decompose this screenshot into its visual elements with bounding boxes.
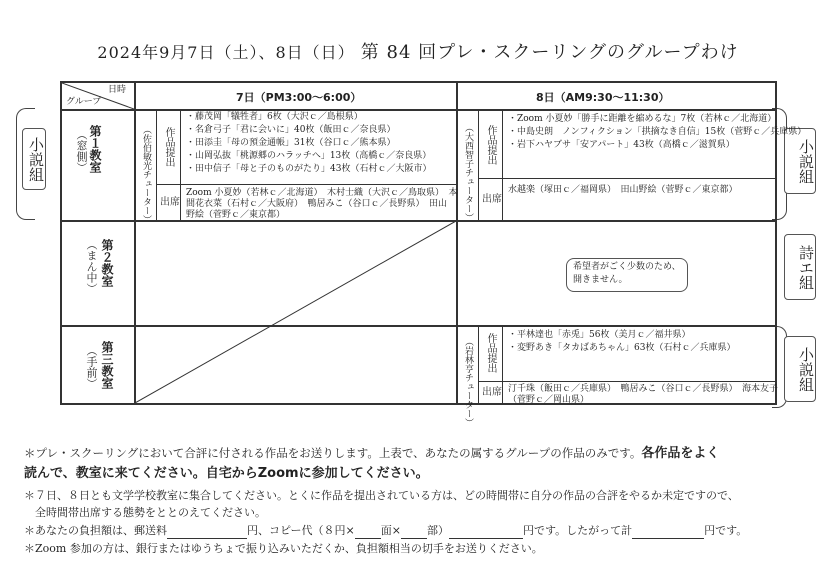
- footer-line-3: ＊７日、８日とも文学学校教室に集合してください。とくに作品を提出されている方は、どの時間帯に自分の作品の合評をやるか未定ですので、: [24, 489, 739, 502]
- d7-room1-attend-label: 出席: [160, 197, 180, 208]
- list-item: ・中島史朗 ノンフィクション「拱摘なき自信」15枚（菅野ｃ／兵庫県）: [508, 127, 807, 137]
- d8-r3-attend-divider: [478, 381, 775, 382]
- d8-room3-tutor: （岩林亨チューター）: [463, 337, 473, 427]
- d8-room3-works-label: 作品提出: [485, 333, 496, 373]
- right-group-label-1: 小説組: [784, 128, 816, 194]
- room1-name: 第１教室: [88, 125, 102, 173]
- footer-line1-text: ＊プレ・スクーリングにおいて合評に付される作品をお送りします。上表で、あなたの属するグループの作品のみです。: [24, 446, 642, 460]
- footer-line1-bold: 各作品をよく: [641, 446, 720, 461]
- list-item: ・平林達也「赤兎」56枚（美月ｃ／福井県）: [508, 330, 691, 340]
- cost-text-b: 円、コピー代（８円×: [247, 524, 355, 537]
- cost-text-d: 部）: [427, 524, 449, 537]
- cost-text-c: 面×: [380, 524, 401, 537]
- list-item: ・山岡弘抜「桃源郷のハラッチへ」13枚（高橋ｃ／奈良県）: [186, 151, 432, 161]
- right-group-label-2: 詩エ組: [784, 234, 816, 300]
- total-blank: [632, 526, 704, 539]
- d8-r3-label-divider: [502, 325, 503, 403]
- day7-header: 7日（PM3:00～6:00）: [236, 91, 362, 104]
- d8-room1-attend-label: 出席: [482, 194, 502, 205]
- note-line: 希望者がごく少数のため、: [573, 262, 681, 272]
- list-item: ・田添圭「母の預金通帳」31枚（谷口ｃ／熊本県）: [186, 138, 396, 148]
- list-item: ・藤茂岡「犠牲者」6枚（大沢ｃ／島根県）: [186, 112, 363, 122]
- cost-text-a: ＊あなたの負担額は、郵送料: [24, 524, 167, 537]
- list-item: （菅野ｃ／岡山県）: [508, 395, 590, 405]
- day-col-divider: [456, 83, 458, 403]
- list-item: Zoom 小夏妙（若林ｃ／北海道） 木村士織（大沢ｃ／鳥取県） 本: [186, 188, 458, 198]
- d7-room1-works-label: 作品提出: [163, 127, 174, 167]
- d8-label-divider: [502, 109, 503, 220]
- list-item: ・名倉弓子「君に会いに」40枚（飯田ｃ／奈良県）: [186, 125, 396, 135]
- list-item: ・Zoom 小夏妙「勝手に距離を縮めるな」7枚（若林ｃ／北海道）: [508, 114, 777, 124]
- copy-cost-blank: [449, 526, 523, 539]
- postage-blank: [167, 526, 247, 539]
- cost-text-f: 円です。: [704, 524, 748, 537]
- room2-name: 第２教室: [100, 239, 114, 287]
- d8-attend-divider: [478, 178, 775, 179]
- copies-blank: [401, 526, 427, 539]
- list-item: ・変野あき「タカばあちゃん」63枚（石村ｃ／兵庫県）: [508, 343, 736, 353]
- footer-line-2: 読んで、教室に来てください。自宅からZoomに参加してください。: [24, 466, 429, 481]
- room1-sub: （窓側）: [75, 129, 88, 173]
- list-item: 間花衣菜（石村ｃ／大阪府） 鴨居みこ（谷口ｃ／長野県） 田山: [186, 199, 448, 209]
- header-divider: [62, 109, 775, 111]
- list-item: ・田中信子「母と子のものがたり」43枚（石村ｃ／大阪市）: [186, 164, 432, 174]
- room2-sub: （まん中）: [85, 239, 98, 294]
- d8-room1-works-label: 作品提出: [485, 125, 496, 165]
- title-date: 2024年9月7日（土）、8日（日）: [97, 43, 355, 62]
- footer-line-1: [24, 445, 719, 462]
- d7-attend-divider: [156, 184, 456, 185]
- footer-line-6: ＊Zoom 参加の方は、銀行またはゆうちょで振り込みいただくか、負担額相当の切手をお送りください。: [24, 542, 543, 555]
- left-group-label: 小説組: [22, 128, 46, 190]
- title-main: 第 84 回プレ・スクーリングのグループわけ: [360, 42, 739, 63]
- d8-room1-tutor: （大西智子チューター）: [463, 123, 473, 222]
- list-item: ・岩下ハヤブサ「安アパート」43枚（高橋ｃ／滋賀県）: [508, 140, 735, 150]
- room3-name: 第三教室: [100, 341, 114, 389]
- d7-empty-diagonal: [135, 221, 456, 403]
- pages-blank: [355, 526, 381, 539]
- not-held-note: [566, 258, 688, 292]
- day8-header: 8日（AM9:30～11:30）: [536, 91, 670, 104]
- cost-text-e: 円です。したがって計: [523, 524, 633, 537]
- d7-label-divider: [180, 109, 181, 220]
- d8-room3-attend-label: 出席: [482, 387, 502, 398]
- d8-r3-tutor-divider: [478, 325, 479, 403]
- list-item: 汀千珠（飯田ｃ／兵庫県） 鴨居みこ（谷口ｃ／長野県） 海本友子: [508, 384, 779, 394]
- d7-room1-tutor: （佐伯敏光チューター）: [141, 125, 151, 224]
- d7-tutor-divider: [156, 109, 157, 220]
- date-header-label: 日時: [108, 85, 127, 95]
- right-group-label-3: 小説組: [784, 336, 816, 402]
- note-line: 開きません。: [573, 275, 628, 285]
- d8-room1-attend-text: 水越楽（塚田ｃ／福岡県） 田山野絵（菅野ｃ／東京都）: [508, 185, 738, 195]
- page-title: [0, 38, 836, 64]
- room3-sub: （手前）: [85, 345, 98, 389]
- group-header-label: グループ: [66, 97, 102, 107]
- list-item: 野絵（菅野ｃ／東京都）: [186, 210, 286, 220]
- d8-tutor-divider: [478, 109, 479, 220]
- footer-line-5: [24, 523, 747, 539]
- footer-line-4: 全時間帯出席する態勢をととのえてください。: [24, 506, 266, 519]
